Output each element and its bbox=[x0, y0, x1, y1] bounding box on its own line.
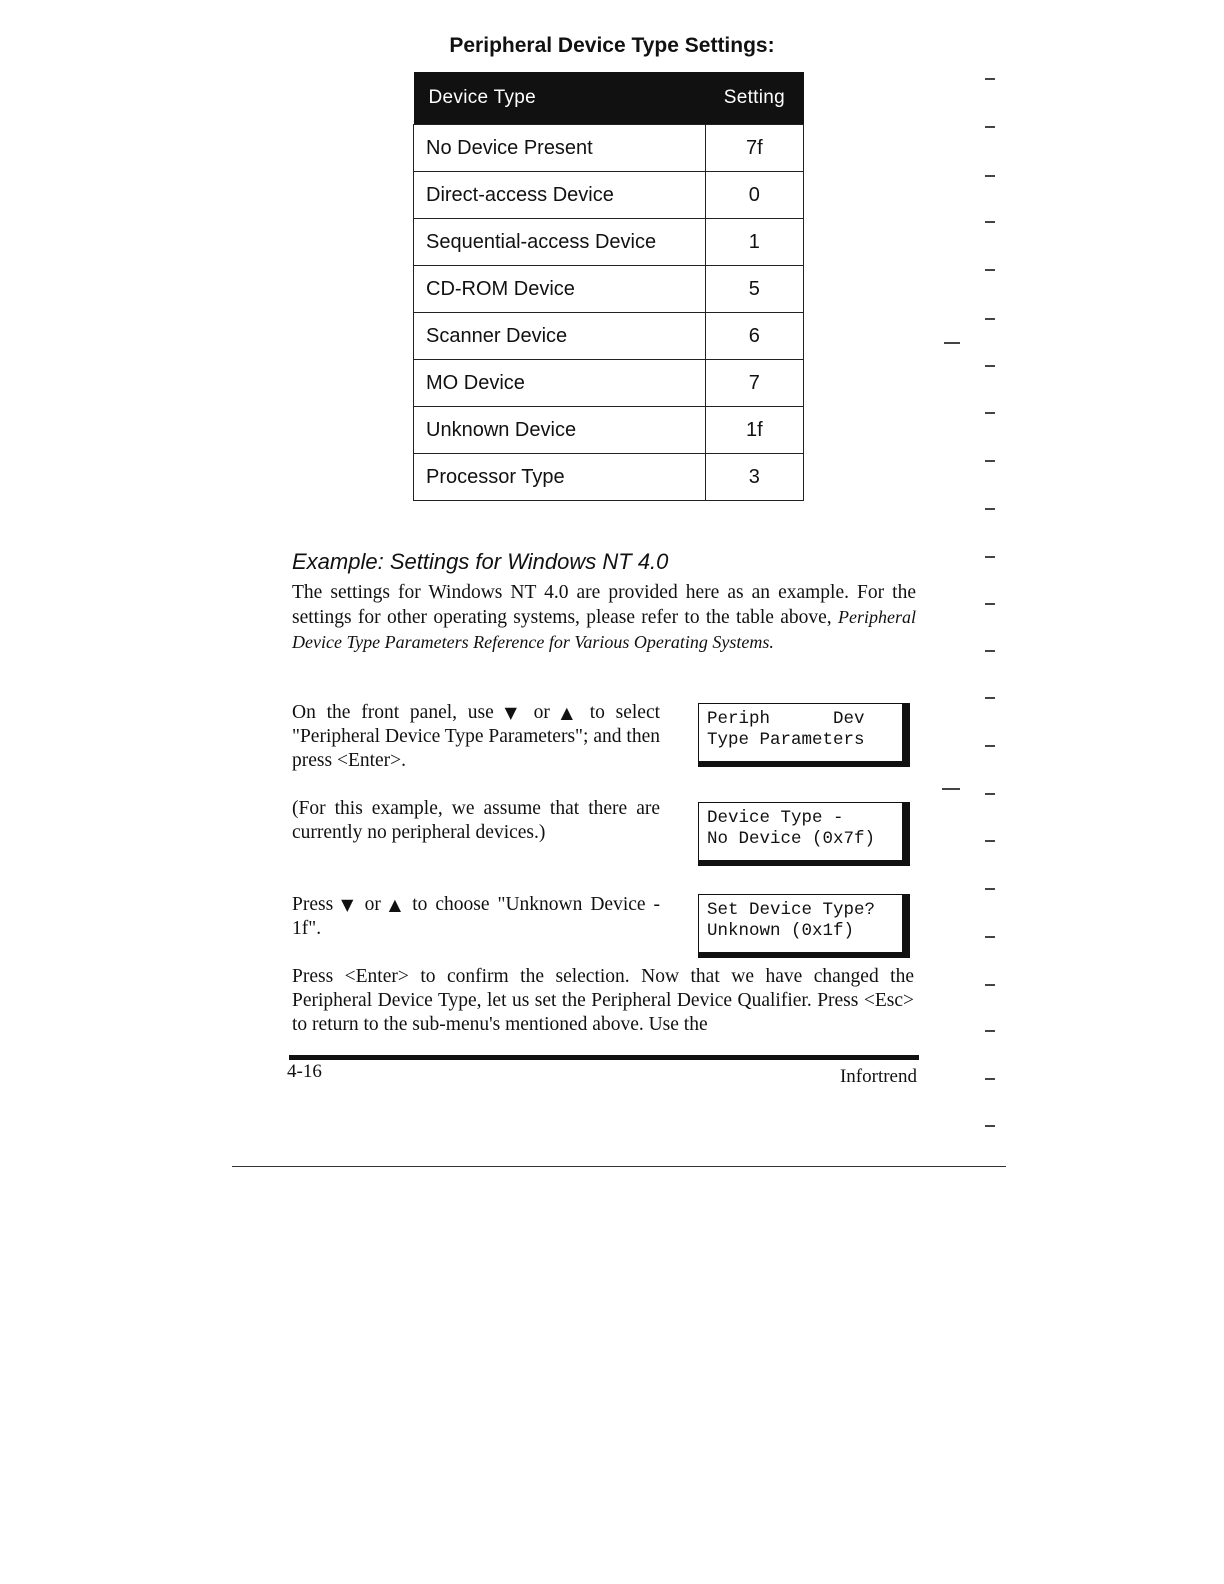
device-type-cell: No Device Present bbox=[414, 125, 706, 172]
margin-tick bbox=[944, 342, 960, 344]
lcd-display-3 bbox=[698, 894, 910, 958]
lcd-line-2: Type Parameters bbox=[707, 730, 865, 750]
table-title: Peripheral Device Type Settings: bbox=[449, 34, 775, 57]
device-type-cell: Unknown Device bbox=[414, 407, 706, 454]
step-1-text-before: On the front panel, use bbox=[292, 702, 494, 723]
margin-tick bbox=[985, 412, 995, 414]
margin-tick bbox=[985, 936, 995, 938]
table-row bbox=[414, 407, 804, 454]
table-row bbox=[414, 360, 804, 407]
margin-tick bbox=[985, 508, 995, 510]
intro-paragraph bbox=[292, 581, 916, 655]
lcd-line-1: Device Type - bbox=[707, 808, 844, 828]
margin-tick bbox=[985, 745, 995, 747]
margin-tick bbox=[985, 1078, 995, 1080]
margin-tick bbox=[985, 556, 995, 558]
intro-reference: Peripheral Device Type Parameters Reference for Various Operating Systems. bbox=[292, 607, 917, 652]
setting-cell: 7 bbox=[705, 360, 803, 407]
margin-tick bbox=[985, 269, 995, 271]
table-row bbox=[414, 454, 804, 501]
margin-tick bbox=[985, 840, 995, 842]
margin-tick bbox=[985, 221, 995, 223]
margin-tick bbox=[942, 788, 960, 790]
scan-edge-rule bbox=[232, 1166, 1006, 1167]
margin-tick bbox=[985, 888, 995, 890]
margin-tick bbox=[985, 175, 995, 177]
device-type-table bbox=[413, 72, 804, 501]
device-type-cell: MO Device bbox=[414, 360, 706, 407]
margin-tick bbox=[985, 1030, 995, 1032]
margin-tick bbox=[985, 318, 995, 320]
margin-tick bbox=[985, 78, 995, 80]
setting-cell: 1f bbox=[705, 407, 803, 454]
down-arrow-icon: ▼ bbox=[504, 703, 523, 722]
setting-cell: 6 bbox=[705, 313, 803, 360]
intro-text: The settings for Windows NT 4.0 are provided here as an example. For the settings for other operating systems, please refer to the table above, bbox=[292, 582, 916, 628]
table-row bbox=[414, 219, 804, 266]
down-arrow-icon: ▼ bbox=[341, 895, 357, 914]
lcd-display-1 bbox=[698, 703, 910, 767]
table-row bbox=[414, 313, 804, 360]
up-arrow-icon: ▲ bbox=[560, 703, 579, 722]
device-type-cell: CD-ROM Device bbox=[414, 266, 706, 313]
setting-cell: 3 bbox=[705, 454, 803, 501]
margin-tick bbox=[985, 365, 995, 367]
margin-tick bbox=[985, 984, 995, 986]
lcd-line-2: Unknown (0x1f) bbox=[707, 921, 855, 941]
setting-cell: 7f bbox=[705, 125, 803, 172]
margin-tick bbox=[985, 650, 995, 652]
setting-cell: 1 bbox=[705, 219, 803, 266]
margin-tick bbox=[985, 697, 995, 699]
device-type-cell: Direct-access Device bbox=[414, 172, 706, 219]
table-row bbox=[414, 172, 804, 219]
step-1-text bbox=[292, 701, 660, 773]
page-number: 4-16 bbox=[287, 1061, 322, 1082]
margin-tick bbox=[985, 603, 995, 605]
step-2-text: (For this example, we assume that there are currently no peripheral devices.) bbox=[292, 798, 660, 843]
header-device-type: Device Type bbox=[414, 72, 706, 125]
setting-cell: 5 bbox=[705, 266, 803, 313]
step-3-text-before: Press bbox=[292, 894, 334, 915]
device-type-cell: Processor Type bbox=[414, 454, 706, 501]
step-3-or: or bbox=[364, 894, 381, 915]
lcd-line-1: Periph Dev bbox=[707, 709, 865, 729]
table-row bbox=[414, 125, 804, 172]
lcd-line-2: No Device (0x7f) bbox=[707, 829, 876, 849]
lcd-display-2 bbox=[698, 802, 910, 866]
table-row bbox=[414, 266, 804, 313]
step-1-text-after: to select "Peripheral Device Type Parameters"; and then press <Enter>. bbox=[292, 702, 661, 771]
setting-cell: 0 bbox=[705, 172, 803, 219]
final-paragraph: Press <Enter> to confirm the selection. Now that we have changed the Peripheral Device Type, let us set the Peripheral Device Qualifier. Press <Esc> to return to the sub-menu's mentioned above. Use the bbox=[292, 966, 914, 1035]
footer-rule bbox=[289, 1055, 919, 1060]
device-type-cell: Sequential-access Device bbox=[414, 219, 706, 266]
lcd-line-1: Set Device Type? bbox=[707, 900, 876, 920]
margin-tick bbox=[985, 126, 995, 128]
margin-tick bbox=[985, 793, 995, 795]
step-3-text-after: to choose "Unknown Device - 1f". bbox=[292, 894, 661, 939]
margin-tick bbox=[985, 460, 995, 462]
device-type-cell: Scanner Device bbox=[414, 313, 706, 360]
step-3-text bbox=[292, 893, 660, 941]
up-arrow-icon: ▲ bbox=[388, 895, 405, 914]
margin-tick bbox=[985, 1125, 995, 1127]
header-setting: Setting bbox=[705, 72, 803, 125]
example-heading: Example: Settings for Windows NT 4.0 bbox=[292, 549, 669, 574]
step-1-or: or bbox=[533, 702, 550, 723]
table-header-row bbox=[414, 72, 804, 125]
footer-brand: Infortrend bbox=[839, 1066, 917, 1087]
